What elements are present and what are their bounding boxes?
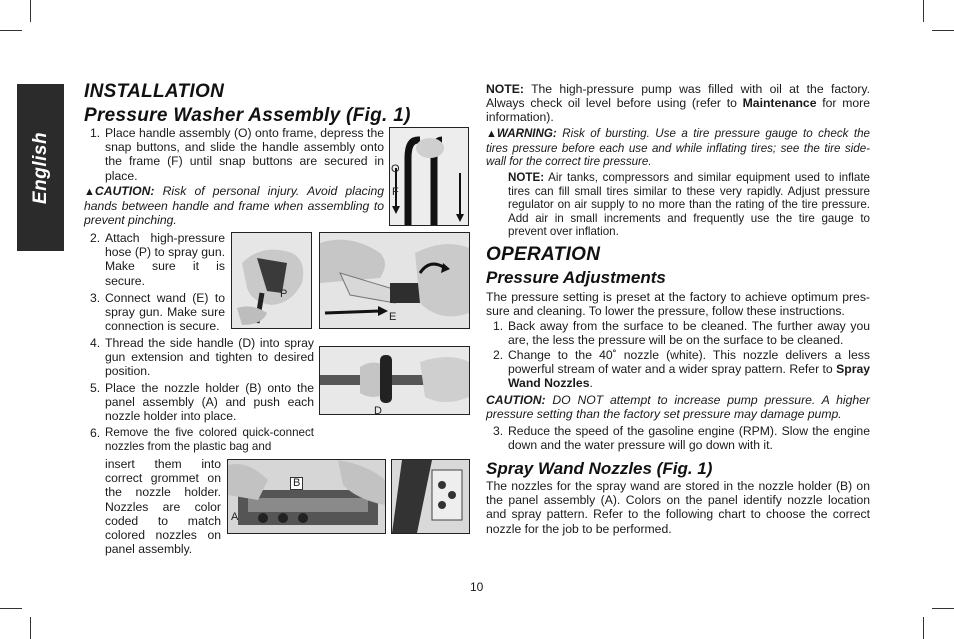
pressure-intro: The pressure setting is preset at the factory to achieve optimum pres-sure and cleaning. To lower the pressure, follow these instructions.	[486, 290, 870, 319]
step-3-text: Connect wand (E) to spray gun. Make sure connection is secure.	[105, 291, 225, 334]
heading-spray-wand-nozzles: Spray Wand Nozzles (Fig. 1)	[486, 459, 713, 478]
figure-nozzle-holder	[227, 459, 386, 534]
nozzles-description: The nozzles for the spray wand are stored in the nozzle holder (B) on the panel assembly (A). Colors on the panel identify nozzle location and spray pattern. Refer to the following chart to choose the correct nozzle for the job to be performed.	[486, 479, 870, 536]
note-air-tanks	[508, 171, 870, 239]
note-label: NOTE:	[486, 82, 524, 96]
step-number: 1.	[90, 126, 101, 140]
label-o: O	[391, 163, 400, 175]
crop-mark	[30, 617, 31, 639]
step-number: 3.	[90, 291, 101, 305]
crop-mark	[923, 0, 924, 22]
figure-side-handle	[319, 346, 470, 415]
step-2-text: Attach high-pressure hose (P) to spray gun. Make sure it is secure.	[105, 231, 225, 288]
crop-mark	[932, 30, 954, 31]
handle-frame-illustration	[390, 128, 468, 225]
caution-label: CAUTION:	[486, 393, 546, 407]
label-d: D	[374, 405, 382, 417]
heading-installation: INSTALLATION	[84, 81, 225, 102]
language-tab	[17, 84, 64, 251]
label-f: F	[392, 186, 399, 198]
caution-block	[84, 184, 384, 228]
step-number: 6.	[90, 426, 101, 440]
step-4-text: Thread the side handle (D) into spray gun extension and tighten to desired position.	[105, 336, 314, 379]
operation-step-2	[508, 348, 870, 391]
operation-step-3: Reduce the speed of the gasoline engine (RPM). Slow the engine down and the water pressure will go down with it.	[508, 424, 870, 453]
step-number: 5.	[90, 381, 101, 395]
figure-handle-frame	[389, 127, 469, 226]
operation-caution	[486, 393, 870, 421]
operation-step-2-end: .	[589, 376, 593, 391]
maintenance-reference: Maintenance	[742, 96, 817, 111]
operation-step-2-text: Change to the 40˚ nozzle (white). This nozzle delivers a less powerful stream of water and a wider spray pattern. Refer to	[508, 348, 870, 377]
page-number: 10	[470, 580, 484, 594]
panel-assembly-illustration	[392, 460, 469, 533]
note-text-end: for more information).	[486, 96, 870, 125]
caution-text: Risk of personal injury. Avoid placing hands between handle and frame when assembling to prevent pinching.	[84, 184, 384, 228]
label-p: P	[280, 288, 288, 300]
crop-mark	[932, 608, 954, 609]
crop-mark	[30, 0, 31, 22]
figure-spray-gun-hose	[231, 232, 312, 329]
caution-label: CAUTION:	[94, 184, 155, 198]
crop-mark	[0, 30, 22, 31]
step-number: 1.	[493, 319, 504, 333]
heading-pressure-adjustments: Pressure Adjustments	[486, 268, 666, 287]
step-number: 2.	[493, 348, 504, 362]
heading-operation: OPERATION	[486, 244, 601, 265]
note-label: NOTE:	[508, 171, 545, 184]
spray-wand-nozzles-reference: Spray Wand Nozzles	[508, 362, 870, 391]
warning-label: WARNING:	[496, 127, 557, 140]
crop-mark	[0, 608, 22, 609]
step-number: 2.	[90, 231, 101, 245]
label-a: A	[231, 511, 239, 523]
crop-mark	[923, 617, 924, 639]
warning-triangle-icon: ▲	[84, 186, 95, 198]
nozzle-holder-illustration	[228, 460, 385, 533]
note-text: Air tanks, compressors and similar equipment used to inflate tires can fill small tires similar to these very rapidly. Adjust pressure regulator on air supply to no more than the rating of the tire pressure. Add air in small increments and frequently use the tire gauge to prevent over inflation.	[508, 171, 870, 239]
step-number: 3.	[493, 424, 504, 438]
step-number: 4.	[90, 336, 101, 350]
warning-text: Risk of bursting. Use a tire pressure gauge to check the tires pressure before each use and while inflating tires; see the tire side-wall for the correct tire pressure.	[486, 127, 870, 169]
operation-step-1: Back away from the surface to be cleaned. The further away you are, the less the pressure will be on the surface to be cleaned.	[508, 319, 870, 348]
heading-assembly: Pressure Washer Assembly (Fig. 1)	[84, 105, 411, 126]
note-text: The high-pressure pump was filled with oil at the factory. Always check oil level before using (refer to	[486, 82, 870, 111]
label-b: B	[290, 477, 303, 490]
step-1-text: Place handle assembly (O) onto frame, depress the snap buttons, and slide the handle assembly onto the frame (F) until snap buttons are secured in place.	[105, 126, 384, 183]
warning-block	[486, 127, 870, 169]
language-label: English	[29, 131, 51, 204]
figure-panel-assembly	[391, 459, 470, 534]
step-6-text-b: insert them into correct grommet on the nozzle holder. Nozzles are color coded to match colored nozzles on panel assembly.	[105, 457, 221, 557]
spray-gun-illustration	[232, 233, 311, 328]
step-5-text: Place the nozzle holder (B) onto the panel assembly (A) and push each nozzle holder into place.	[105, 381, 314, 424]
label-e: E	[389, 311, 397, 323]
side-handle-illustration	[320, 347, 469, 414]
note-oil	[486, 82, 870, 125]
caution-text: DO NOT attempt to increase pump pressure. A higher pressure setting than the factory set pressure may damage pump.	[486, 393, 870, 422]
step-6-text-a: Remove the five colored quick-connect nozzles from the plastic bag and	[105, 426, 314, 453]
warning-triangle-icon: ▲	[486, 128, 497, 140]
